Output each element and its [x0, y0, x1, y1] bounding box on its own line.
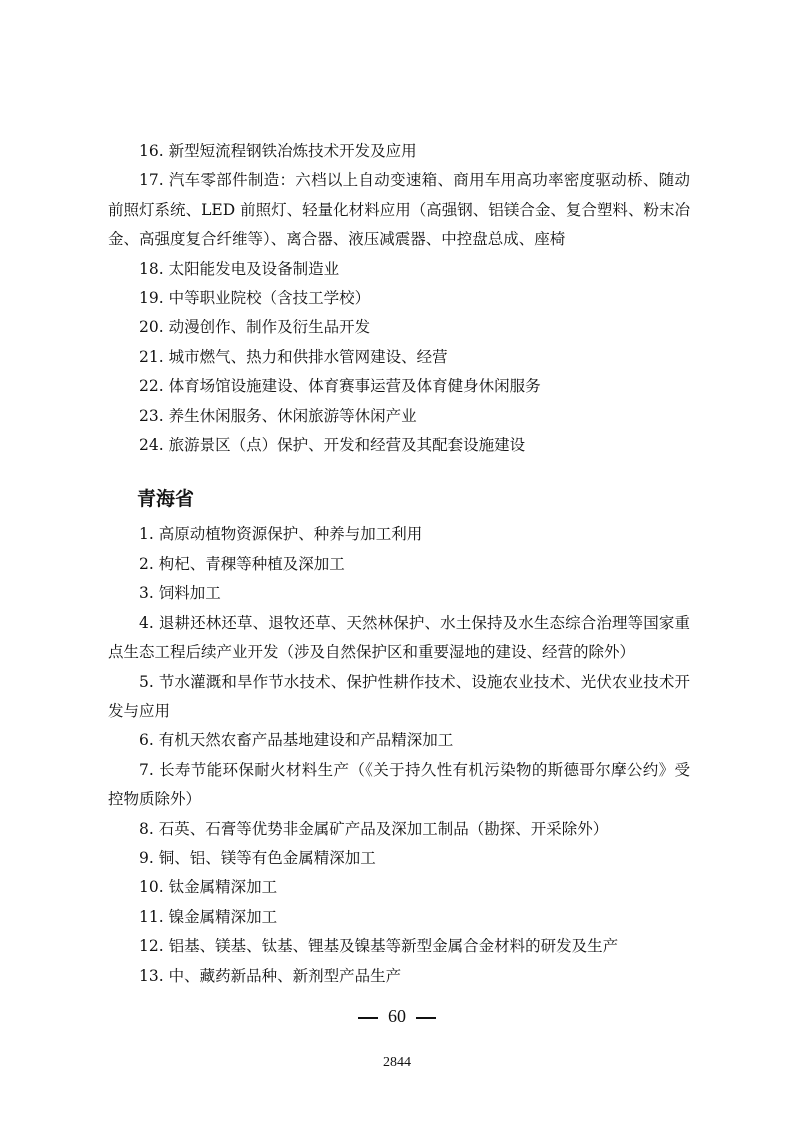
page-number-value: 60	[388, 1006, 406, 1026]
list-item: 11. 镍金属精深加工	[139, 907, 278, 926]
list-item: 23. 养生休闲服务、休闲旅游等休闲产业	[139, 406, 417, 425]
page-number	[0, 1003, 794, 1029]
list-item: 13. 中、藏药新品种、新剂型产品生产	[139, 966, 402, 985]
list-item: 3. 饲料加工	[139, 584, 221, 603]
list-item: 8. 石英、石膏等优势非金属矿产品及深加工制品（勘探、开采除外）	[139, 819, 609, 838]
list-item: 2. 枸杞、青稞等种植及深加工	[139, 554, 345, 573]
list-item: 10. 钛金属精深加工	[139, 878, 278, 897]
list-item: 24. 旅游景区（点）保护、开发和经营及其配套设施建设	[139, 436, 526, 455]
stamp-number: 2844	[383, 1055, 411, 1070]
list-item: 5. 节水灌溉和旱作节水技术、保护性耕作技术、设施农业技术、光伏农业技术开发与应用	[108, 672, 690, 720]
list-item: 20. 动漫创作、制作及衍生品开发	[139, 318, 371, 337]
document-body	[108, 137, 690, 991]
section-qinghai-list	[108, 520, 690, 991]
list-item: 17. 汽车零部件制造：六档以上自动变速箱、商用车用高功率密度驱动桥、随动前照灯系统、LED 前照灯、轻量化材料应用（高强钢、铝镁合金、复合塑料、粉末冶金、高强度复合纤维等）、离合器、液压减震器、中控盘总成、座椅	[108, 171, 690, 249]
list-item: 1. 高原动植物资源保护、种养与加工利用	[139, 525, 423, 544]
list-item: 9. 铜、铝、镁等有色金属精深加工	[139, 848, 376, 867]
list-item: 16. 新型短流程钢铁冶炼技术开发及应用	[139, 142, 417, 160]
dash-left-decoration	[358, 1017, 378, 1018]
list-item: 6. 有机天然农畜产品基地建设和产品精深加工	[139, 731, 454, 750]
province-heading: 青海省	[137, 488, 195, 511]
list-item: 18. 太阳能发电及设备制造业	[139, 259, 340, 278]
list-item: 12. 铝基、镁基、钛基、锂基及镍基等新型金属合金材料的研发及生产	[139, 937, 619, 956]
list-item: 21. 城市燃气、热力和供排水管网建设、经营	[139, 347, 448, 366]
dash-right-decoration	[416, 1017, 436, 1018]
list-item: 4. 退耕还林还草、退牧还草、天然林保护、水土保持及水生态综合治理等国家重点生态工程后续产业开发（涉及自然保护区和重要湿地的建设、经营的除外）	[108, 613, 690, 662]
section-previous-province-list	[108, 137, 690, 460]
list-item: 7. 长寿节能环保耐火材料生产（《关于持久性有机污染物的斯德哥尔摩公约》受控物质除外）	[108, 760, 690, 809]
list-item: 22. 体育场馆设施建设、体育赛事运营及体育健身休闲服务	[139, 377, 541, 396]
list-item: 19. 中等职业院校（含技工学校）	[139, 289, 371, 308]
